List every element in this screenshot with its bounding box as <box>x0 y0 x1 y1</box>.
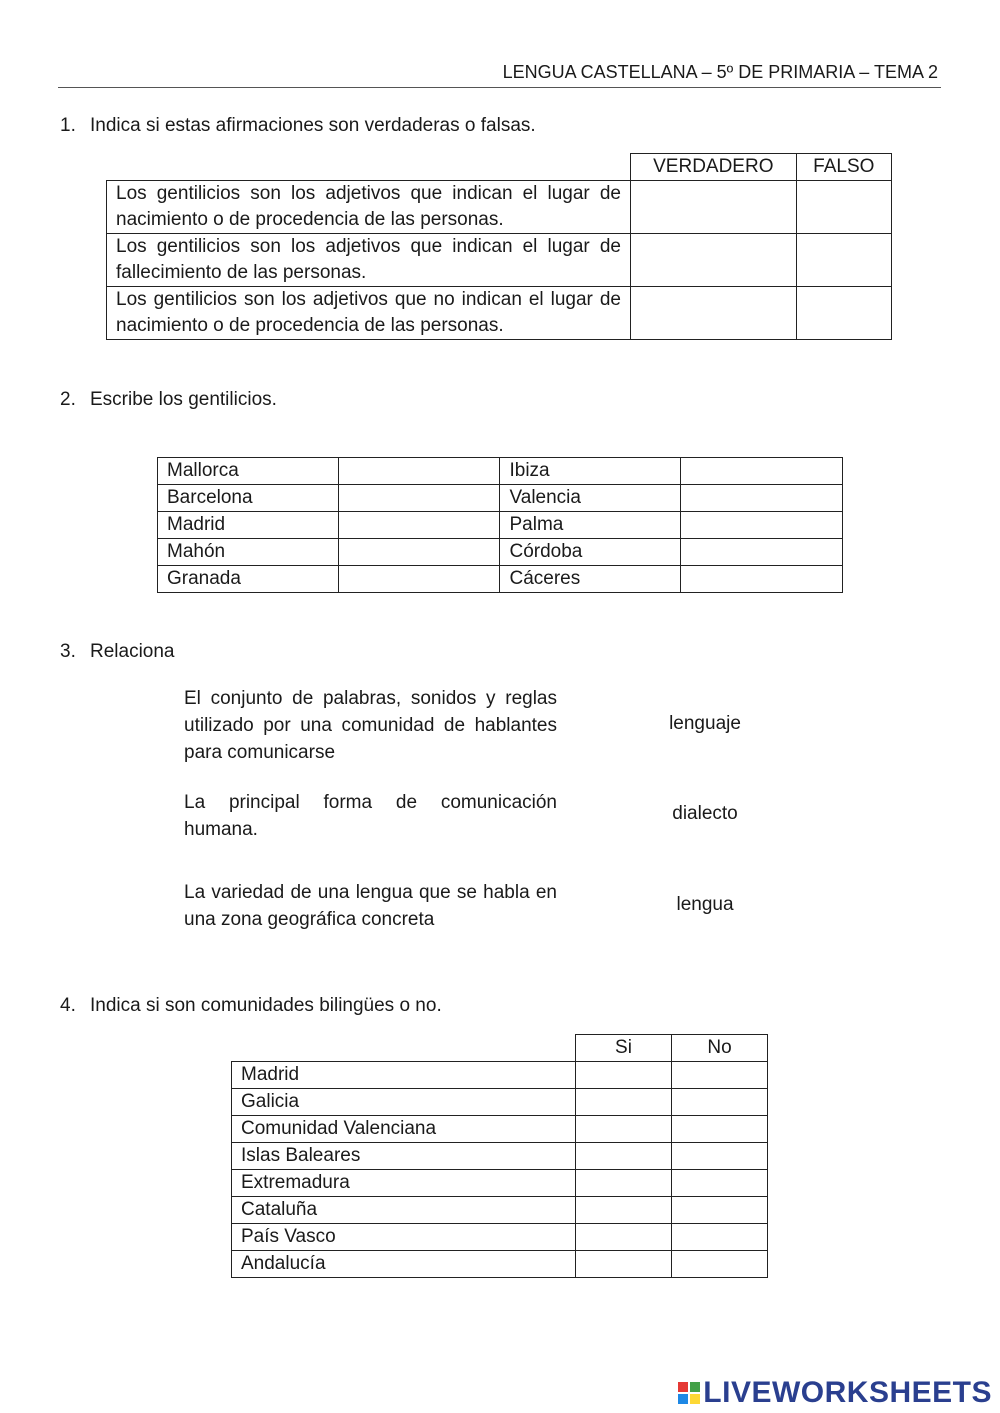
table-row <box>232 1224 768 1251</box>
q4-answer-no[interactable] <box>672 1116 768 1143</box>
q1-prompt: Indica si estas afirmaciones son verdaderas o falsas. <box>90 115 536 136</box>
q2-place: Córdoba <box>500 539 681 566</box>
q4-number: 4. <box>60 995 76 1016</box>
q2-place: Mallorca <box>158 458 339 485</box>
q2-place: Valencia <box>500 485 681 512</box>
q4-answer-no[interactable] <box>672 1089 768 1116</box>
q4-col-no: No <box>672 1035 768 1062</box>
table-row <box>232 1062 768 1089</box>
q2-answer-cell[interactable] <box>681 458 843 485</box>
q2-answer-cell[interactable] <box>338 539 500 566</box>
q4-answer-yes[interactable] <box>576 1062 672 1089</box>
table-row <box>158 539 843 566</box>
table-row <box>232 1143 768 1170</box>
q1-answer-true[interactable] <box>631 287 797 340</box>
q4-answer-no[interactable] <box>672 1197 768 1224</box>
q2-table <box>157 457 843 593</box>
q4-community: Comunidad Valenciana <box>232 1116 576 1143</box>
table-row <box>158 485 843 512</box>
q4-community: Islas Baleares <box>232 1143 576 1170</box>
q3-prompt: Relaciona <box>90 641 175 662</box>
q4-answer-no[interactable] <box>672 1251 768 1278</box>
q4-answer-no[interactable] <box>672 1170 768 1197</box>
liveworksheets-logo-icon <box>678 1382 700 1404</box>
q1-statement: Los gentilicios son los adjetivos que indican el lugar de nacimiento o de procedencia de las personas. <box>107 181 631 234</box>
q2-answer-cell[interactable] <box>681 566 843 593</box>
q1-number: 1. <box>60 115 76 136</box>
q3-definition[interactable]: La variedad de una lengua que se habla en una zona geográfica concreta <box>184 882 557 930</box>
liveworksheets-logo <box>678 1376 992 1410</box>
q2-place: Ibiza <box>500 458 681 485</box>
q2-place: Granada <box>158 566 339 593</box>
q2-place: Barcelona <box>158 485 339 512</box>
q3-number: 3. <box>60 641 76 662</box>
q2-place: Palma <box>500 512 681 539</box>
q4-community: Extremadura <box>232 1170 576 1197</box>
q1-statement: Los gentilicios son los adjetivos que indican el lugar de fallecimiento de las personas. <box>107 234 631 287</box>
header-divider <box>58 87 941 88</box>
q3-term[interactable]: lengua <box>676 894 734 915</box>
liveworksheets-logo-text: LIVEWORKSHEETS <box>703 1376 992 1409</box>
table-row <box>232 1089 768 1116</box>
q4-answer-yes[interactable] <box>576 1116 672 1143</box>
q1-empty-header <box>107 154 631 181</box>
q4-community: Andalucía <box>232 1251 576 1278</box>
q2-answer-cell[interactable] <box>338 458 500 485</box>
table-row <box>158 512 843 539</box>
q4-community: Galicia <box>232 1089 576 1116</box>
table-row <box>232 1251 768 1278</box>
q1-col-false: FALSO <box>796 154 891 181</box>
table-row <box>232 1116 768 1143</box>
q2-answer-cell[interactable] <box>338 566 500 593</box>
q2-place: Mahón <box>158 539 339 566</box>
q2-answer-cell[interactable] <box>681 539 843 566</box>
table-row <box>232 1197 768 1224</box>
q3-term[interactable]: dialecto <box>672 803 738 824</box>
q1-answer-true[interactable] <box>631 234 797 287</box>
q3-term[interactable]: lenguaje <box>669 713 741 734</box>
q4-col-yes: Si <box>576 1035 672 1062</box>
q2-answer-cell[interactable] <box>681 485 843 512</box>
table-row <box>107 287 892 340</box>
q1-table <box>106 153 892 340</box>
q4-community: País Vasco <box>232 1224 576 1251</box>
q4-prompt: Indica si son comunidades bilingües o no. <box>90 995 442 1016</box>
q3-definition[interactable]: La principal forma de comunicación humana. <box>184 792 557 840</box>
q4-answer-yes[interactable] <box>576 1143 672 1170</box>
q2-prompt: Escribe los gentilicios. <box>90 389 277 410</box>
q4-answer-no[interactable] <box>672 1062 768 1089</box>
table-row <box>232 1170 768 1197</box>
q4-answer-yes[interactable] <box>576 1251 672 1278</box>
table-row <box>158 458 843 485</box>
q4-answer-yes[interactable] <box>576 1170 672 1197</box>
q1-answer-false[interactable] <box>796 181 891 234</box>
q1-answer-false[interactable] <box>796 287 891 340</box>
q4-answer-no[interactable] <box>672 1143 768 1170</box>
page-header-title: LENGUA CASTELLANA – 5º DE PRIMARIA – TEMA 2 <box>502 62 938 82</box>
q2-place: Cáceres <box>500 566 681 593</box>
q1-col-true: VERDADERO <box>631 154 797 181</box>
q4-answer-yes[interactable] <box>576 1089 672 1116</box>
q2-answer-cell[interactable] <box>681 512 843 539</box>
q4-answer-no[interactable] <box>672 1224 768 1251</box>
q1-answer-true[interactable] <box>631 181 797 234</box>
q4-answer-yes[interactable] <box>576 1224 672 1251</box>
table-row <box>158 566 843 593</box>
q1-answer-false[interactable] <box>796 234 891 287</box>
q4-table <box>231 1034 768 1278</box>
q2-number: 2. <box>60 389 76 410</box>
table-row <box>107 234 892 287</box>
q4-community: Cataluña <box>232 1197 576 1224</box>
q4-answer-yes[interactable] <box>576 1197 672 1224</box>
q4-empty-header <box>232 1035 576 1062</box>
q3-definition[interactable]: El conjunto de palabras, sonidos y reglas utilizado por una comunidad de hablantes para comunicarse <box>184 688 557 763</box>
q1-statement: Los gentilicios son los adjetivos que no indican el lugar de nacimiento o de procedencia de las personas. <box>107 287 631 340</box>
table-row <box>107 181 892 234</box>
q2-answer-cell[interactable] <box>338 485 500 512</box>
q2-place: Madrid <box>158 512 339 539</box>
q2-answer-cell[interactable] <box>338 512 500 539</box>
q4-community: Madrid <box>232 1062 576 1089</box>
